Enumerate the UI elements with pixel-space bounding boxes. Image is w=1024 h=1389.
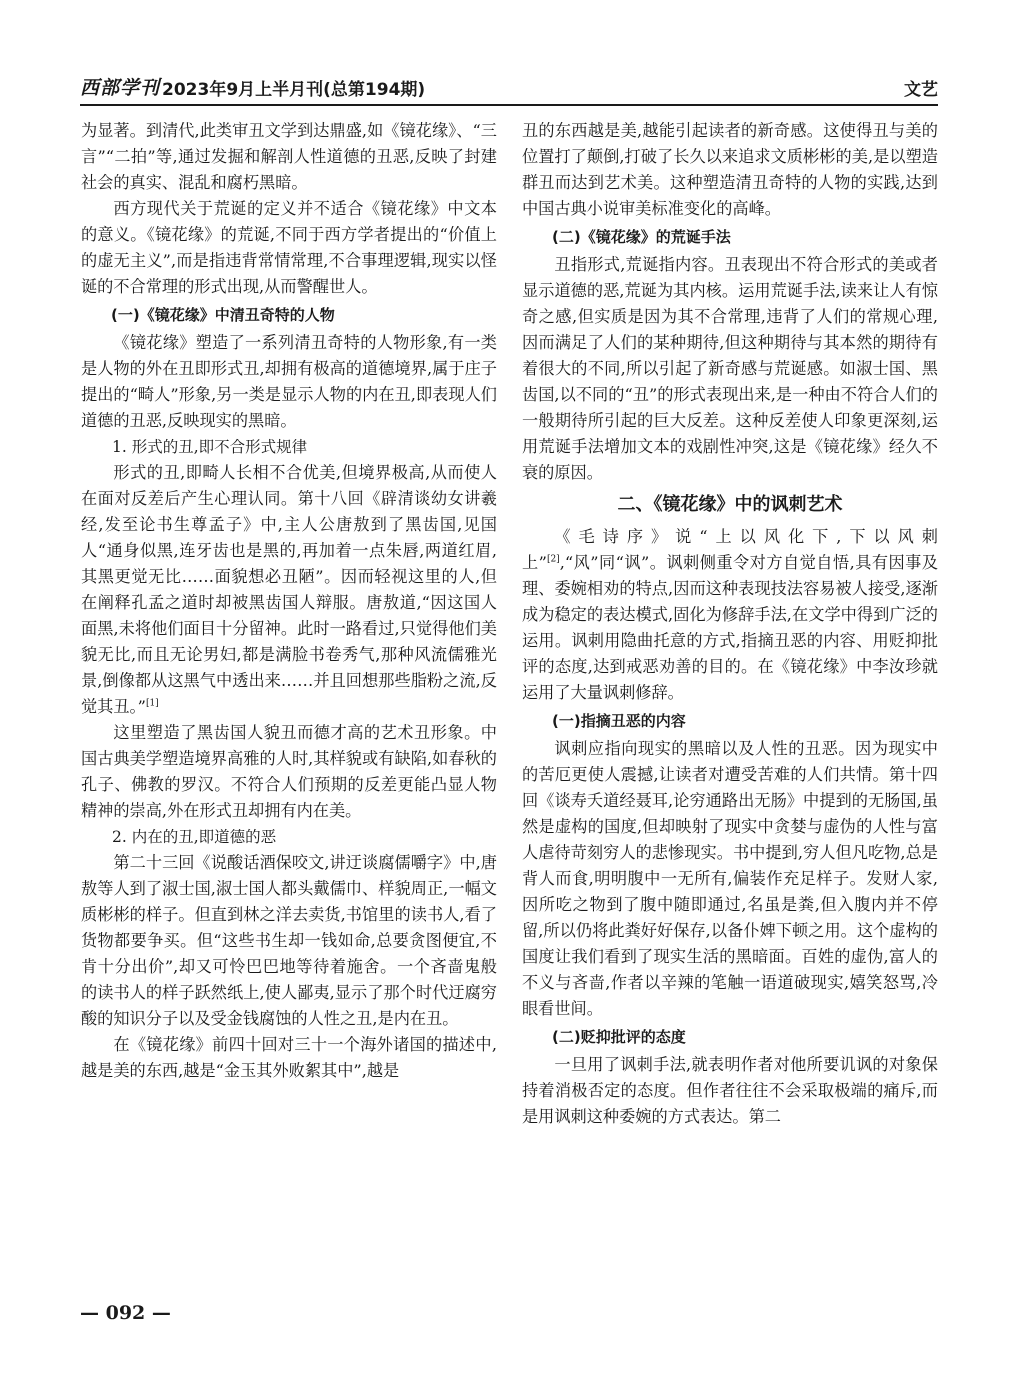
paragraph [522, 524, 938, 706]
paragraph: 一旦用了讽刺手法,就表明作者对他所要讥讽的对象保持着消极否定的态度。但作者往往不会采取极端的痛斥,而是用讽刺这种委婉的方式表达。第二 [522, 1055, 938, 1126]
issue-info: 2023年9月上半月刊(总第194期) [162, 80, 426, 100]
citation-ref: [1] [145, 698, 159, 709]
paragraph: 丑的东西越是美,越能引起读者的新奇感。这使得丑与美的位置打了颠倒,打破了长久以来追求文质彬彬的美,是以塑造群丑而达到艺术美。这种塑造清丑奇特的人物的实践,达到中国古典小说审美标准变化的高峰。 [522, 121, 938, 218]
paragraph: 《镜花缘》塑造了一系列清丑奇特的人物形象,有一类是人物的外在丑即形式丑,却拥有极高的道德境界,属于庄子提出的“畸人”形象,另一类是显示人物的内在丑,即表现人们道德的丑恶,反映现实的黑暗。 [81, 333, 497, 430]
subsection-heading: (二)贬抑批评的态度 [552, 1028, 686, 1046]
subsubsection-heading: 2. 内在的丑,即道德的恶 [112, 828, 277, 846]
page-number: — 092 — [80, 1302, 171, 1324]
paragraph: 为显著。到清代,此类审丑文学到达鼎盛,如《镜花缘》、“三言”“二拍”等,通过发掘和解剖人性道德的丑恶,反映了封建社会的真实、混乱和腐朽黑暗。 [81, 121, 497, 192]
running-header [80, 70, 938, 106]
paragraph: 西方现代关于荒诞的定义并不适合《镜花缘》中文本的意义。《镜花缘》的荒诞,不同于西方学者提出的“价值上的虚无主义”,而是指违背常情常理,不合事理逻辑,现实以怪诞的不合常理的形式出现,从而警醒世人。 [81, 199, 497, 296]
paragraph: 讽刺应指向现实的黑暗以及人性的丑恶。因为现实中的苦厄更使人震撼,让读者对遭受苦难的人们共情。第十四回《谈寿夭道经聂耳,论穷通路出无肠》中提到的无肠国,虽然是虚构的国度,但却映射了现实中贪婪与虚伪的人性与富人虐待苛刻穷人的悲惨现实。书中提到,穷人但凡吃物,总是背人而食,明明腹中一无所有,偏装作充足样子。发财人家,因所吃之物到了腹中随即通过,名虽是粪,但入腹内并不停留,所以仍将此粪好好保存,以备仆婢下顿之用。这个虚构的国度让我们看到了现实生活的黑暗面。百姓的虚伪,富人的不义与吝啬,作者以辛辣的笔触一语道破现实,嬉笑怒骂,冷眼看世间。 [522, 739, 938, 1018]
paragraph-text: 《毛诗序》说“上以风化下,下以风刺上” [522, 527, 938, 572]
subsection-heading: (一)《镜花缘》中清丑奇特的人物 [111, 306, 335, 324]
section-tag: 文艺 [904, 80, 938, 100]
header-left [80, 73, 425, 100]
paragraph: 在《镜花缘》前四十回对三十一个海外诸国的描述中,越是美的东西,越是“金玉其外败絮其中”,越是 [81, 1035, 497, 1080]
subsection-heading: (一)指摘丑恶的内容 [552, 712, 686, 730]
left-column [81, 118, 497, 1084]
paragraph: 丑指形式,荒诞指内容。丑表现出不符合形式的美或者显示道德的恶,荒诞为其内核。运用荒诞手法,读来让人有惊奇之感,但实质是因为其不合常理,违背了人们的常规心理,因而满足了人们的某种期待,但这种期待与其本然的期待有着很大的不同,所以引起了新奇感与荒诞感。如淑士国、黑齿国,以不同的“丑”的形式表现出来,是一种由不符合人们的一般期待所引起的巨大反差。这种反差使人印象更深刻,运用荒诞手法增加文本的戏剧性冲突,这是《镜花缘》经久不衰的原因。 [522, 255, 938, 482]
citation-ref: [2] [546, 554, 560, 565]
paragraph-text: 形式的丑,即畸人长相不合优美,但境界极高,从而使人在面对反差后产生心理认同。第十八回《辟清谈幼女讲羲经,发至论书生尊孟子》中,主人公唐敖到了黑齿国,见国人“通身似黑,连牙齿也是黑的,再加着一点朱唇,两道红眉,其黑更觉无比……面貌想必丑陋”。因而轻视这里的人,但在阐释孔孟之道时却被黑齿国人辩服。唐敖道,“因这国人面黑,未将他们面目十分留神。此时一路看过,只觉得他们美貌无比,而且无论男妇,都是满脸书卷秀气,那种风流儒雅光景,倒像都从这黑气中透出来……并且回想那些脂粉之流,反觉其丑。” [81, 463, 497, 716]
paragraph [81, 460, 497, 720]
journal-logo: 西部学刊 [80, 77, 161, 99]
right-column [522, 118, 938, 1130]
subsection-heading: (二)《镜花缘》的荒诞手法 [552, 228, 731, 246]
paragraph: 这里塑造了黑齿国人貌丑而德才高的艺术丑形象。中国古典美学塑造境界高雅的人时,其样貌或有缺陷,如春秋的孔子、佛教的罗汉。不符合人们预期的反差更能凸显人物精神的崇高,外在形式丑却拥有内在美。 [81, 723, 497, 820]
section-heading: 二、《镜花缘》中的讽刺艺术 [617, 494, 843, 515]
paragraph-text: ,“风”同“讽”。讽刺侧重令对方自觉自悟,具有因事及理、委婉相劝的特点,因而这种表现技法容易被人接受,逐渐成为稳定的表达模式,固化为修辞手法,在文学中得到广泛的运用。讽刺用隐曲托意的方式,指摘丑恶的内容、用贬抑批评的态度,达到戒恶劝善的目的。在《镜花缘》中李汝珍就运用了大量讽刺修辞。 [522, 553, 938, 702]
paragraph: 第二十三回《说酸话酒保咬文,讲迂谈腐儒嚼字》中,唐敖等人到了淑士国,淑士国人都头戴儒巾、样貌周正,一幅文质彬彬的样子。但直到林之洋去卖货,书馆里的读书人,看了货物都要争买。但“这些书生却一钱如命,总要贪图便宜,不肯十分出价”,却又可怜巴巴地等待着施舍。一个吝啬鬼般的读书人的样子跃然纸上,使人鄙夷,显示了那个时代迂腐穷酸的知识分子以及受金钱腐蚀的人性之丑,是内在丑。 [81, 853, 497, 1028]
subsubsection-heading: 1. 形式的丑,即不合形式规律 [112, 438, 308, 456]
